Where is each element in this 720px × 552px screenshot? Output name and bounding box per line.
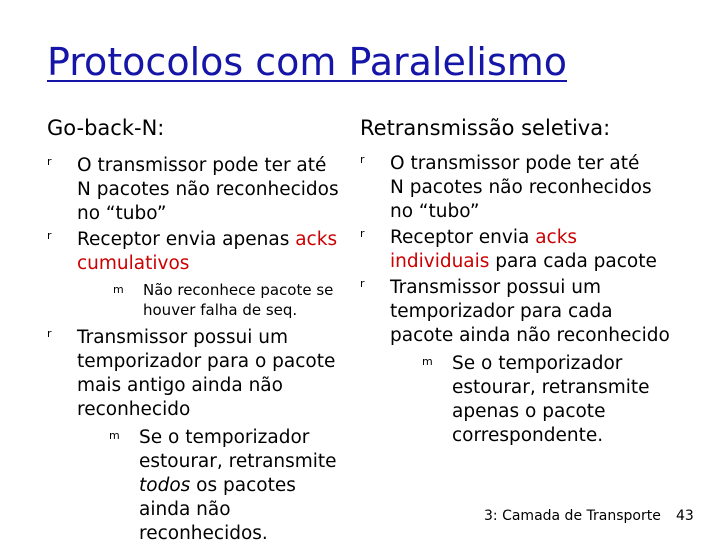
sub-bullet-marker: m — [422, 355, 433, 368]
sub-list-item: m Se o temporizador estourar, retransmite todos os pacotes ainda não reconhecidos. — [109, 427, 337, 544]
sub-list-item: m Não reconhece pacote se houver falha de seq. — [113, 281, 334, 319]
list-item: r O transmissor pode ter até N pacotes não reconhecidos no “tubo” — [47, 155, 339, 224]
sub-bullet-marker: m — [109, 429, 120, 442]
page-number: 43 — [676, 508, 694, 524]
selective-repeat-heading: Retransmissão seletiva: — [360, 116, 611, 140]
go-back-n-heading: Go-back-N: — [47, 116, 165, 140]
list-item: r Transmissor possui um temporizador para o pacote mais antigo ainda não reconhecido m Se o temporizador estourar, retransmite todos os pacotes ainda não reconhecidos. — [47, 326, 347, 546]
bullet-marker: r — [47, 155, 52, 168]
highlight-text: acks cumulativos — [77, 229, 338, 274]
sub-list-item: m Se o temporizador estourar, retransmite apenas o pacote correspondente. — [422, 353, 650, 446]
list-item: r Receptor envia apenas acks cumulativos m Não reconhece pacote se houver falha de seq. — [47, 228, 347, 320]
go-back-n-column — [47, 114, 347, 552]
sub-bullet-marker: m — [113, 283, 124, 296]
slide-title: Protocolos com Paralelismo — [47, 40, 568, 84]
bullet-marker: r — [360, 277, 365, 290]
bullet-marker: r — [360, 227, 365, 240]
bullet-marker: r — [360, 153, 365, 166]
list-item: r O transmissor pode ter até N pacotes não reconhecidos no “tubo” — [360, 153, 652, 222]
go-back-n-bullets — [47, 154, 347, 546]
list-item: r Receptor envia acks individuais para cada pacote — [360, 227, 657, 272]
selective-repeat-column — [360, 114, 680, 454]
emphasis-text: todos — [139, 475, 191, 496]
bullet-marker: r — [47, 327, 52, 340]
bullet-marker: r — [47, 229, 52, 242]
list-item: r Transmissor possui um temporizador para cada pacote ainda não reconhecido m Se o temporizador estourar, retransmite apenas o pacote correspondente. — [360, 276, 680, 448]
footer-section-label: 3: Camada de Transporte — [484, 508, 661, 524]
highlight-text: acks individuais — [390, 227, 578, 272]
selective-repeat-bullets — [360, 152, 680, 448]
